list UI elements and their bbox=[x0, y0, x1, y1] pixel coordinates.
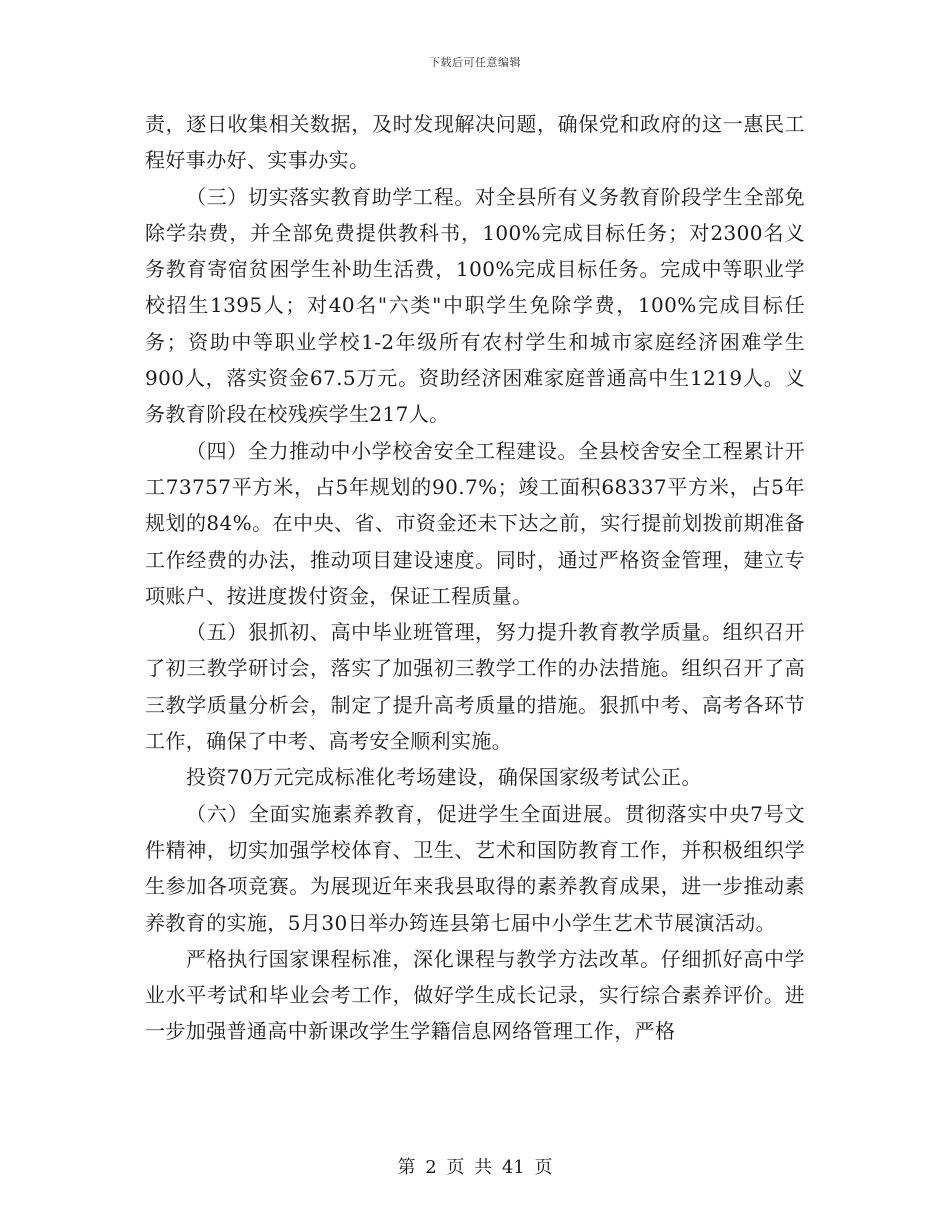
page-header-note: 下载后可任意编辑 bbox=[429, 56, 521, 69]
document-body bbox=[145, 106, 805, 1050]
paragraph-1: 责，逐日收集相关数据，及时发现解决问题，确保党和政府的这一惠民工程好事办好、实事办实。 bbox=[145, 112, 805, 173]
paragraph-6: （六）全面实施素养教育，促进学生全面进展。贯彻落实中央7号文件精神，切实加强学校体育、卫生、艺术和国防教育工作，并积极组织学生参加各项竞赛。为展现近年来我县取得的素养教育成果，进一步推动素养教育的实施，5月30日举办筠连县第七届中小学生艺术节展演活动。 bbox=[145, 801, 805, 935]
paragraph-4: （五）狠抓初、高中毕业班管理，努力提升教育教学质量。组织召开了初三教学研讨会，落实了加强初三教学工作的办法措施。组织召开了高三教学质量分析会，制定了提升高考质量的措施。狠抓中考、高考各环节工作，确保了中考、高考安全顺利实施。 bbox=[145, 620, 805, 754]
paragraph-5: 投资70万元完成标准化考场建设，确保国家级考试公正。 bbox=[186, 765, 702, 790]
page-number: 第 2 页 共 41 页 bbox=[397, 1157, 553, 1178]
paragraph-2: （三）切实落实教育助学工程。对全县所有义务教育阶段学生全部免除学杂费，并全部免费提供教科书，100%完成目标任务；对2300名义务教育寄宿贫困学生补助生活费，100%完成目标任务。完成中等职业学校招生1395人；对40名"六类"中职学生免除学费，100%完成目标任务；资助中等职业学校1-2年级所有农村学生和城市家庭经济困难学生900人，落实资金67.5万元。资助经济困难家庭普通高中生1219人。义务教育阶段在校残疾学生217人。 bbox=[145, 184, 805, 427]
paragraph-7: 严格执行国家课程标准，深化课程与教学方法改革。仔细抓好高中学业水平考试和毕业会考工作，做好学生成长记录，实行综合素养评价。进一步加强普通高中新课改学生学籍信息网络管理工作，严格 bbox=[145, 946, 805, 1044]
paragraph-3: （四）全力推动中小学校舍安全工程建设。全县校舍安全工程累计开工73757平方米，占5年规划的90.7%；竣工面积68337平方米，占5年规划的84%。在中央、省、市资金还未下达之前，实行提前划拨前期准备工作经费的办法，推动项目建设速度。同时，通过严格资金管理，建立专项账户、按进度拨付资金，保证工程质量。 bbox=[145, 438, 805, 608]
